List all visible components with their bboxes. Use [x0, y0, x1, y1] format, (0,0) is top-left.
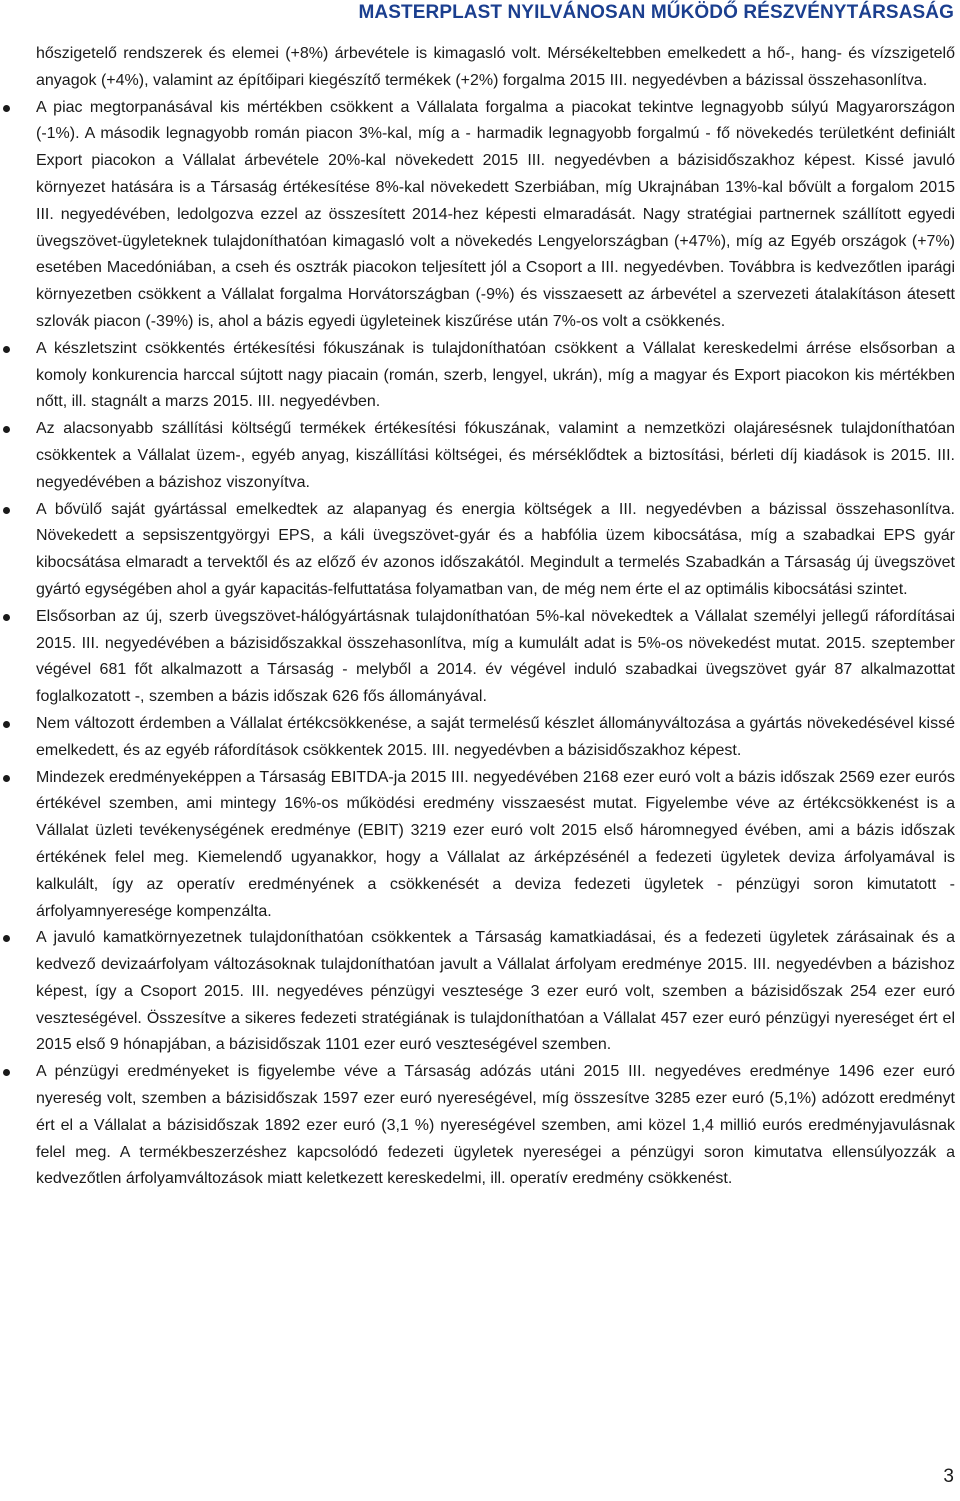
- bullet-icon: [3, 346, 10, 353]
- bullet-icon: [3, 105, 10, 112]
- list-item-text: A bővülő saját gyártással emelkedtek az alapanyag és energia költségek a III. negyedévben a bázissal összehasonlítva. Növekedett a sepsiszentgyörgyi EPS, a káli üvegszövet-gyár és a habfólia üzem kibocsátása, míg a szabadkai EPS gyár kibocsátása elmaradt a tervektől és az előző év azonos időszakától. Megindult a termelés Szabadkán a Társaság új üvegszövet gyártó egységében ahol a gyár kapacitás-felfuttatása folyamatban van, de még nem érte el az optimális kibocsátási szintet.: [36, 500, 955, 598]
- list-item-text: Az alacsonyabb szállítási költségű termékek értékesítési fókuszának, valamint a nemzetközi olajáresésnek tulajdoníthatóan csökkentek a Vállalat üzem-, egyéb anyag, kiszállítási költségei, és mérséklődtek a biztosítási, bérleti díj kiadások is 2015. III. negyedévében a bázishoz viszonyítva.: [36, 420, 955, 491]
- list-item: [36, 604, 955, 711]
- list-item-text: A pénzügyi eredményeket is figyelembe véve a Társaság adózás utáni 2015 III. negyedéves eredménye 1496 ezer euró nyereség volt, szemben a bázisidőszak 1597 ezer euró nyereségével, míg összesítve 3285 ezer euró (5,1%) adózott eredményt ért el a Vállalat a bázisidőszak 1892 ezer euró (3,1 %) nyereségével szemben, ami közel 1,4 millió eurós eredményjavulásnak felel meg. A termékbeszerzéshez kapcsolódó fedezeti ügyletek nyereségei a pénzügyi soron kimutatva ellensúlyozzák a kedvezőtlen árfolyamváltozások miatt keletkezett kereskedelmi, ill. operatív eredmény csökkenést.: [36, 1063, 955, 1188]
- list-item: [36, 95, 955, 336]
- list-item: [36, 765, 955, 926]
- list-item: [36, 1059, 955, 1193]
- bullet-list: [36, 95, 955, 1194]
- list-item-text: A készletszint csökkentés értékesítési fókuszának is tulajdoníthatóan csökkent a Vállalat kereskedelmi árrése elsősorban a komoly konkurencia harccal sújtott nagy piacain (román, szerb, lengyel, ukrán), míg a magyar és Export piacokon kis mértékben nőtt, ill. stagnált a marzs 2015. III. negyedévben.: [36, 339, 955, 411]
- page-number: 3: [943, 1466, 954, 1487]
- list-item-text: Elsősorban az új, szerb üvegszövet-hálógyártásnak tulajdoníthatóan 5%-kal növekedtek a Vállalat személyi jellegű ráfordításai 2015. III. negyedévében a bázisidőszakkal összehasonlítva, míg a kumulált adat is 5%-os növekedést mutat. 2015. szeptember végével 681 főt alkalmazott a Társaság - melyből a 2014. év végével induló szabadkai üvegszövet gyár 87 alkalmazottat foglalkozatott -, szemben a bázis időszak 626 fős állományával.: [36, 607, 955, 706]
- bullet-icon: [3, 935, 10, 942]
- bullet-icon: [3, 1069, 10, 1076]
- list-item-text: A piac megtorpanásával kis mértékben csökkent a Vállalata forgalma a piacokat tekintve legnagyobb súlyú Magyarországon (-1%). A második legnagyobb román piacon 3%-kal, míg a - harmadik legnagyobb forgalmú - fő növekedés területként definiált Export piacokon a Vállalat árbevétele 20%-kal növekedett 2015 III. negyedévben a bázisidőszakhoz képest. Kissé javuló környezet hatására is a Társaság értékesítése 8%-kal növekedett Szerbiában, míg Ukrajnában 13%-kal bővült a forgalom 2015 III. negyedévében, ledolgozva ezzel az összesített 2014-hez képesti elmaradását. Nagy stratégiai partnernek szállított egyedi üvegszövet-ügyleteknek tulajdoníthatóan kimagasló volt a növekedés Lengyelországban (+47%), míg az Egyéb országok (+7%) esetében Macedóniában, a cseh és osztrák piacokon teljesített jól a Csoport a III. negyedévben. Továbbra is kedvezőtlen iparági környezetben csökkent a Vállalat forgalma Horvátországban (-9%) és visszaesett az árbevétel a szervezeti átalakításon átesett szlovák piacon (-39%) is, ahol a bázis egyedi ügyleteinek kiszűrése után 7%-os volt a csökkenés.: [36, 98, 955, 330]
- intro-paragraph: hőszigetelő rendszerek és elemei (+8%) árbevétele is kimagasló volt. Mérsékeltebben emelkedett a hő-, hang- és vízszigetelő anyagok (+4%), valamint az építőipari kiegészítő termékek (+2%) forgalma 2015 III. negyedévben a bázissal összehasonlítva.: [36, 45, 955, 89]
- bullet-icon: [3, 775, 10, 782]
- document-body: [36, 41, 955, 1193]
- bullet-icon: [3, 507, 10, 514]
- document-header: MASTERPLAST NYILVÁNOSAN MŰKÖDŐ RÉSZVÉNYTÁRSASÁG: [358, 2, 954, 23]
- list-item-text: A javuló kamatkörnyezetnek tulajdoníthatóan csökkentek a Társaság kamatkiadásai, és a fedezeti ügyletek zárásainak és a kedvező devizaárfolyam változásoknak tulajdoníthatóan javult a Vállalat árfolyam eredménye 2015. III. negyedévben a bázishoz képest, így a Csoport 2015. III. negyedéves pénzügyi vesztesége 3 ezer euró volt, szemben a bázisidőszak 254 ezer euró veszteségével. Összesítve a sikeres fedezeti stratégiának is tulajdoníthatóan a Vállalat 457 ezer euró pénzügyi nyereséget ért el 2015 első 9 hónapjában, a bázisidőszak 1101 ezer euró veszteségével szemben.: [36, 929, 955, 1054]
- list-item: [36, 711, 955, 765]
- bullet-icon: [3, 426, 10, 433]
- list-item: [36, 336, 955, 416]
- list-item: [36, 497, 955, 604]
- list-item-text: Nem változott érdemben a Vállalat értékcsökkenése, a saját termelésű készlet állományváltozása a gyártás növekedésével kissé emelkedett, és az egyéb ráfordítások csökkentek 2015. III. negyedévben a bázisidőszakhoz képest.: [36, 714, 955, 759]
- list-item: [36, 925, 955, 1059]
- bullet-icon: [3, 614, 10, 621]
- list-item-text: Mindezek eredményeképpen a Társaság EBITDA-ja 2015 III. negyedévében 2168 ezer euró volt a bázis időszak 2569 ezer eurós értékével szemben, ami mintegy 16%-os működési eredmény visszaesést mutat. Figyelembe véve az értékcsökkenést is a Vállalat üzleti tevékenységének eredménye (EBIT) 3219 ezer euró volt 2015 első háromnegyed évében, ami a bázis időszak értékének felel meg. Kiemelendő ugyanakkor, hogy a Vállalat az árképzésénél a fedezeti ügyletek deviza árfolyamával is kalkulált, így az operatív eredményének a csökkenését a deviza fedezeti ügyletek - pénzügyi soron kimutatott - árfolyamnyeresége kompenzálta.: [36, 768, 955, 920]
- list-item: [36, 416, 955, 496]
- bullet-icon: [3, 721, 10, 728]
